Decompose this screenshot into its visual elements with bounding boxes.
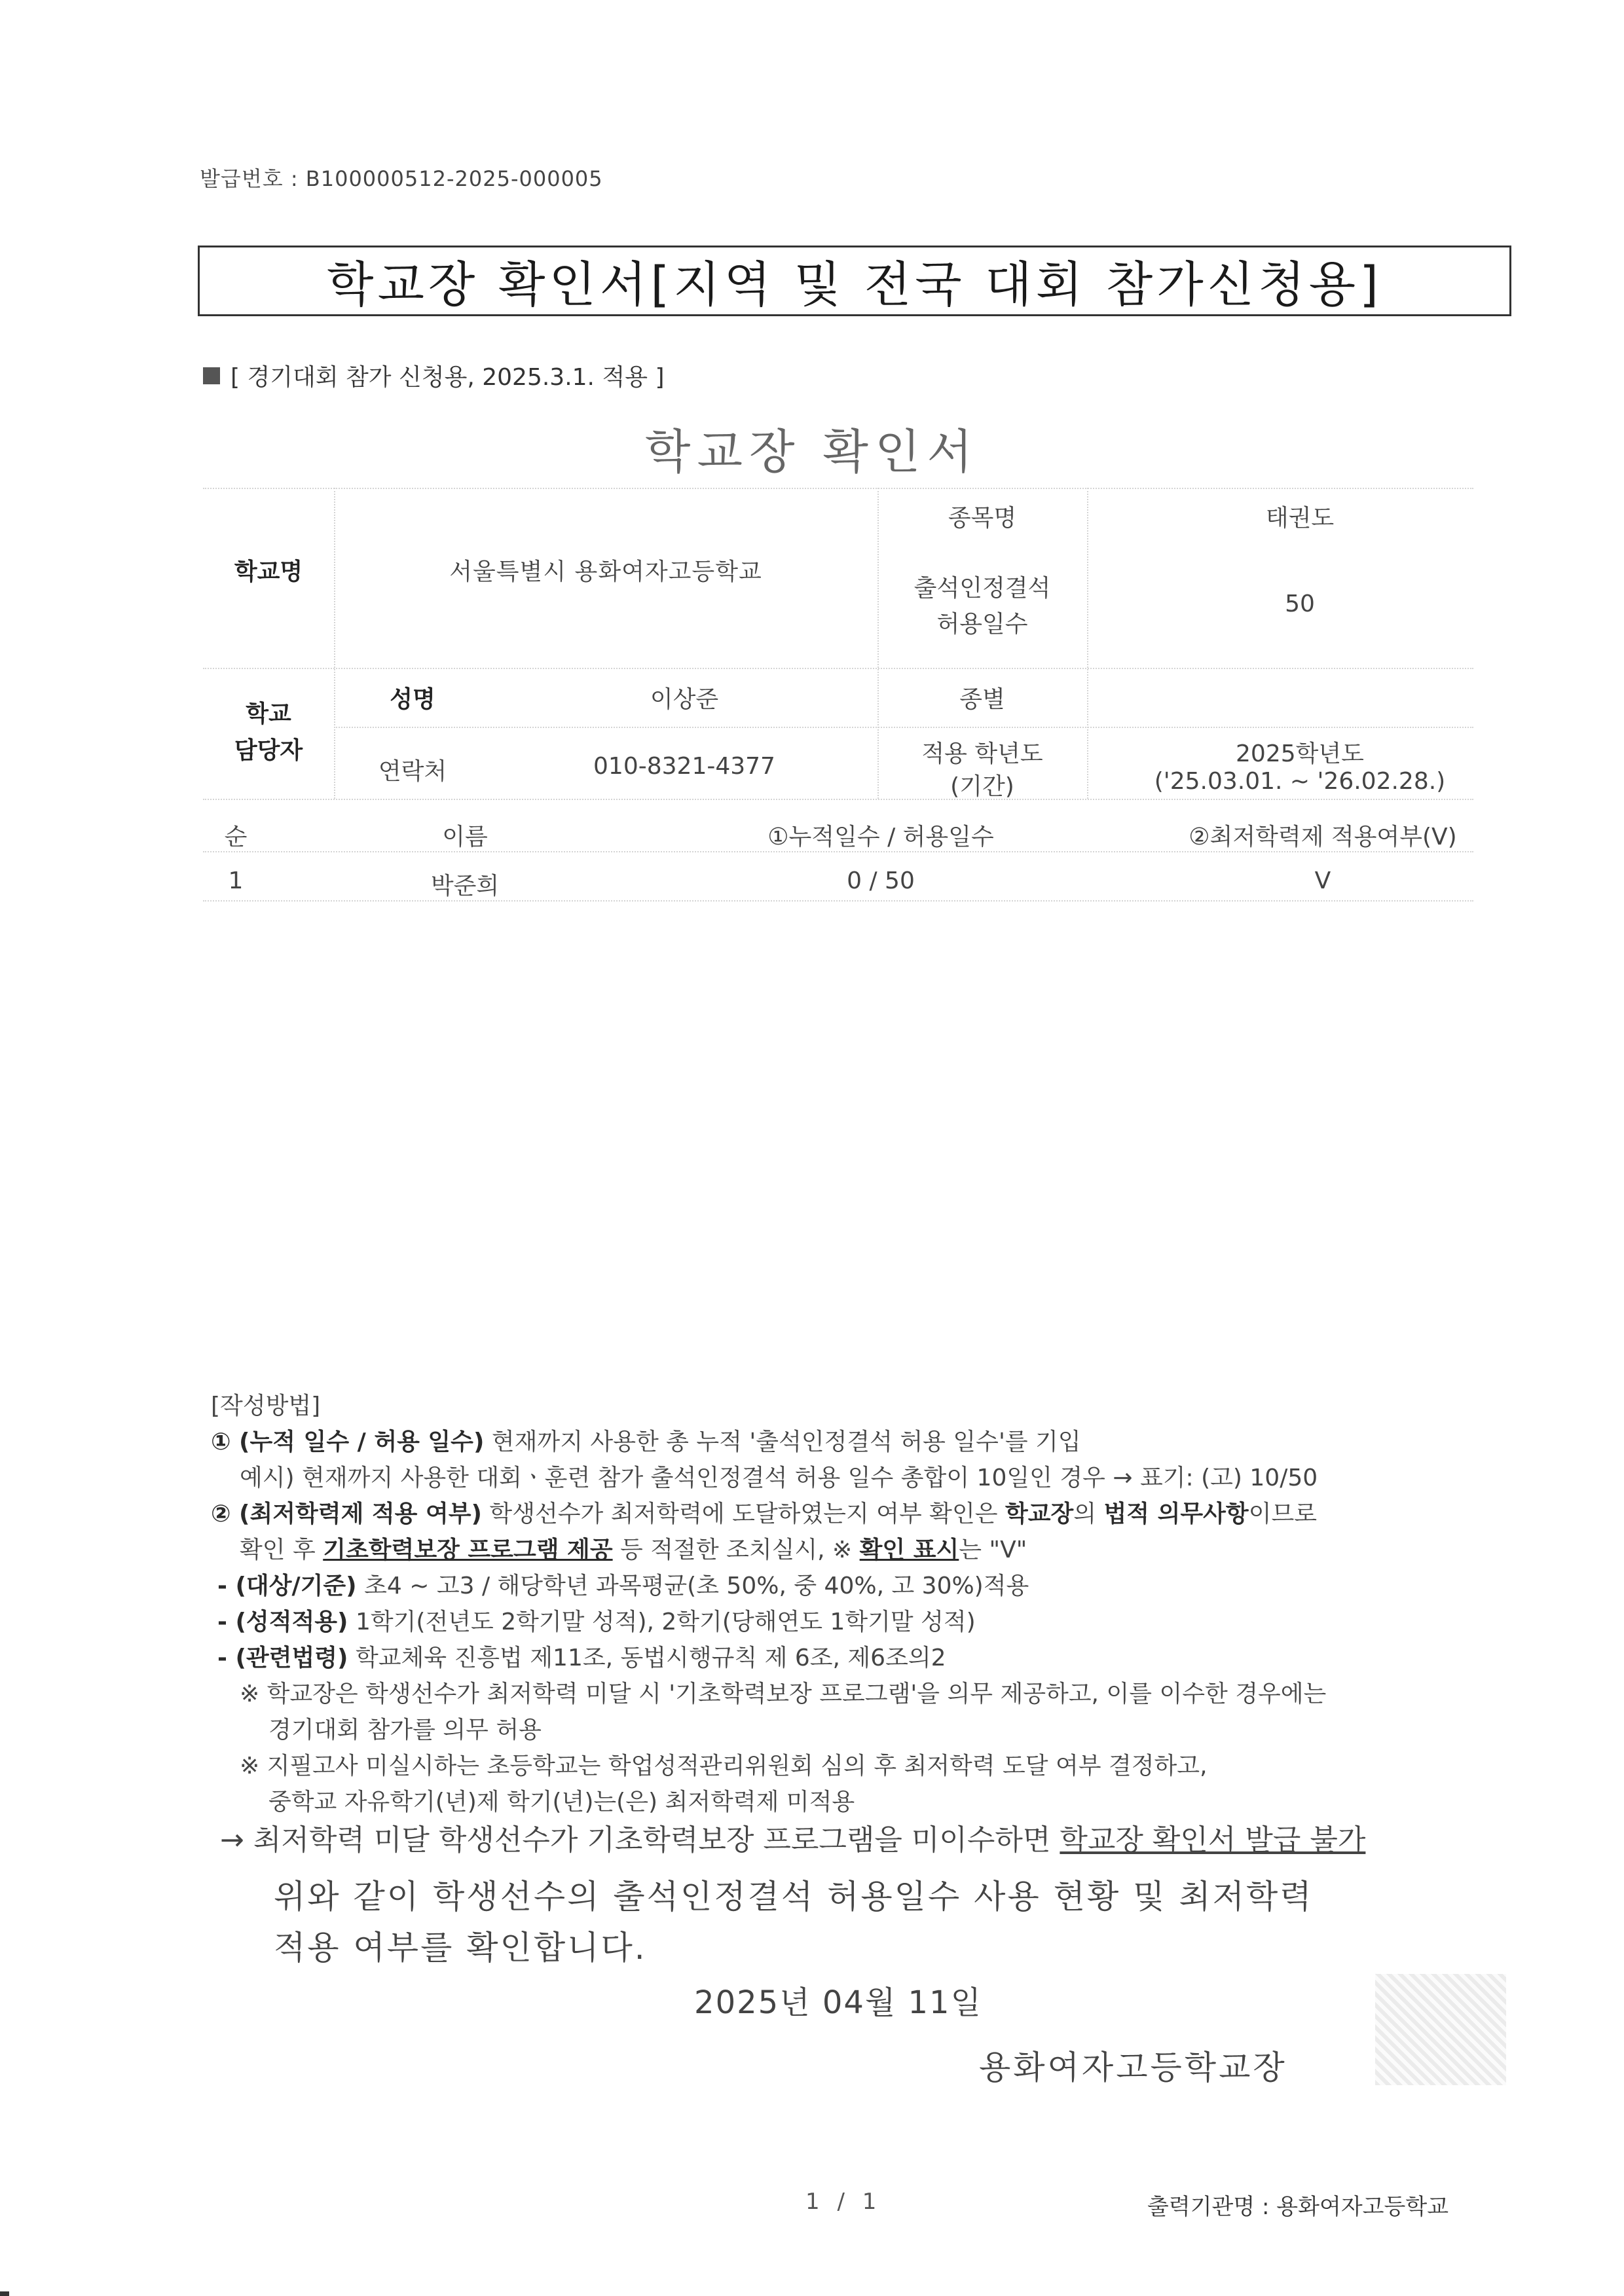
subheading-text: [ 경기대회 참가 신청용, 2025.3.1. 적용 ]: [231, 364, 665, 391]
table-header-applied: ②최저학력제 적용여부(V): [1189, 824, 1457, 850]
table-rule: [203, 668, 1473, 669]
method-item-2-text-3: 이므로: [1248, 1501, 1318, 1527]
table-header-no: 순: [224, 824, 248, 850]
closing-statement: [274, 1871, 1314, 1973]
type-label: 종별: [959, 686, 1005, 713]
closing-line-2: 적용 여부를 확인합니다.: [274, 1929, 647, 1967]
page-number: 1 / 1: [805, 2189, 882, 2215]
method-item-1-text: 현재까지 사용한 총 누적 '출석인정결석 허용 일수'를 기입: [484, 1429, 1081, 1455]
event-label: 종목명: [948, 505, 1017, 532]
allowed-days-value: 50: [1285, 591, 1315, 617]
year-value-2: ('25.03.01. ~ '26.02.28.): [1154, 768, 1446, 795]
document-main-title: 학교장 확인서[지역 및 전국 대회 참가신청용]: [198, 246, 1511, 316]
year-label-1: 적용 학년도: [921, 740, 1043, 767]
grade-title: - (성적적용): [217, 1609, 348, 1635]
allowed-days-label-2: 허용일수: [936, 611, 1028, 638]
issue-date: 2025년 04월 11일: [694, 1984, 982, 2021]
program-text: 기초학력보장 프로그램 제공: [323, 1537, 613, 1563]
warning-text: → 최저학력 미달 학생선수가 기초학력보장 프로그램을 미이수하면: [220, 1823, 1060, 1857]
law-text: 학교체육 진흥법 제11조, 동법시행규칙 제 6조, 제6조의2: [348, 1645, 946, 1671]
row-days: 0 / 50: [847, 867, 915, 894]
year-label-2: (기간): [950, 773, 1014, 800]
school-value: 서울특별시 용화여자고등학교: [449, 558, 762, 585]
row-no: 1: [228, 867, 244, 894]
writing-method-section: [211, 1388, 1507, 1861]
row-applied: V: [1314, 867, 1331, 894]
method-item-2-cont-2: 등 적절한 조치실시, ※: [612, 1537, 860, 1563]
note-1-cont: 경기대회 참가를 의무 허용: [268, 1717, 542, 1743]
manager-label-1: 학교: [246, 701, 291, 727]
table-header-days: ①누적일수 / 허용일수: [767, 824, 994, 850]
method-item-2-cont: 확인 후: [240, 1537, 323, 1563]
name-value: 이상준: [650, 686, 719, 713]
principal-signature: 용화여자고등학교장: [979, 2049, 1287, 2086]
target-text: 초4 ~ 고3 / 해당학년 과목평균(초 50%, 중 40%, 고 30%)적용: [356, 1573, 1029, 1599]
note-2: ※ 지필고사 미실시하는 초등학교는 학업성적관리위원회 심의 후 최저학력 도달 여부 결정하고,: [240, 1753, 1208, 1779]
event-value: 태권도: [1265, 505, 1335, 532]
method-heading: [작성방법]: [211, 1393, 321, 1419]
mark-text: 확인 표시: [859, 1537, 959, 1563]
subheading: [203, 359, 665, 392]
school-label: 학교명: [234, 558, 303, 585]
grade-text: 1학기(전년도 2학기말 성적), 2학기(당해연도 1학기말 성적): [348, 1609, 976, 1635]
method-item-1-title: ① (누적 일수 / 허용 일수): [211, 1429, 485, 1455]
table-rule: [203, 488, 1473, 489]
qr-seal-image: [1375, 1974, 1506, 2085]
issuing-institution: 출력기관명 : 용화여자고등학교: [1147, 2194, 1449, 2220]
method-item-2-cont-3: 는 "V": [959, 1537, 1027, 1563]
row-name: 박준희: [430, 873, 500, 900]
note-1: ※ 학교장은 학생선수가 최저학력 미달 시 '기초학력보장 프로그램'을 의무 제공하고, 이를 이수한 경우에는: [240, 1681, 1327, 1707]
principal-text: 학교장: [1005, 1501, 1074, 1527]
year-value-1: 2025학년도: [1236, 740, 1364, 767]
table-rule: [203, 799, 1473, 800]
warning-underlined: 학교장 확인서 발급 불가: [1060, 1823, 1366, 1857]
issue-number: 발급번호 : B100000512-2025-000005: [200, 166, 603, 191]
square-bullet-icon: [203, 367, 220, 384]
legal-duty-text: 법적 의무사항: [1103, 1501, 1249, 1527]
contact-value: 010-8321-4377: [593, 753, 775, 780]
contact-label: 연락처: [378, 758, 447, 785]
method-item-2-text: 학생선수가 최저학력에 도달하였는지 여부 확인은: [481, 1501, 1005, 1527]
method-item-2-text-2: 의: [1073, 1501, 1104, 1527]
doc-title: 학교장 확인서: [644, 424, 980, 479]
scan-edge-mark: [0, 2291, 9, 2296]
table-header-name: 이름: [442, 824, 488, 850]
allowed-days-label-1: 출석인정결석: [913, 575, 1051, 602]
name-label: 성명: [390, 686, 435, 713]
table-rule: [334, 727, 1473, 728]
table-rule: [334, 488, 335, 799]
law-title: - (관련법령): [217, 1645, 348, 1671]
method-example: 예시) 현재까지 사용한 대회ㆍ훈련 참가 출석인정결석 허용 일수 총합이 10일인 경우 → 표기: (고) 10/50: [240, 1465, 1318, 1491]
note-2-cont: 중학교 자유학기(년)제 학기(년)는(은) 최저학력제 미적용: [268, 1789, 855, 1815]
manager-label-2: 담당자: [234, 737, 303, 764]
closing-line-1: 위와 같이 학생선수의 출석인정결석 허용일수 사용 현황 및 최저학력: [274, 1878, 1314, 1916]
method-item-2-title: ② (최저학력제 적용 여부): [211, 1501, 482, 1527]
target-title: - (대상/기준): [217, 1573, 357, 1599]
